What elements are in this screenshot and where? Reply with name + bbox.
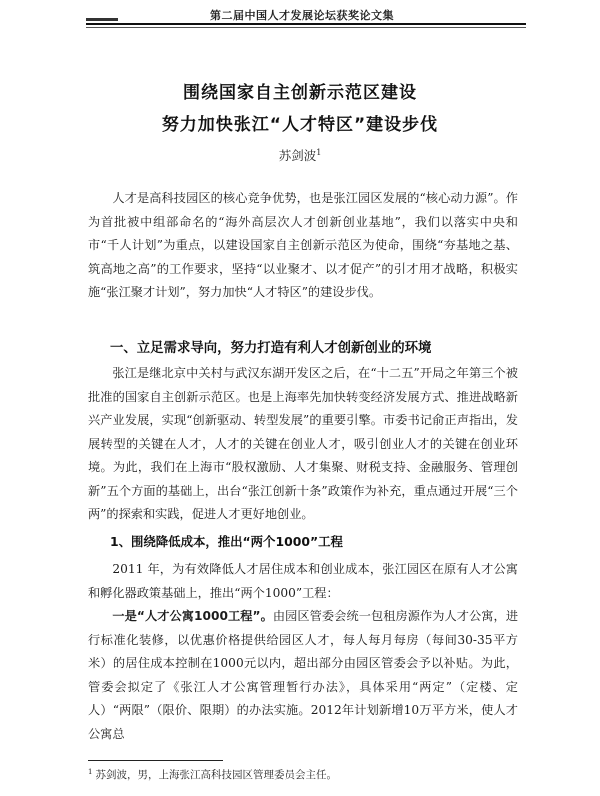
- running-header: 第二届中国人才发展论坛获奖论文集: [210, 9, 394, 22]
- subsection-paragraph: 2011 年，为有效降低人才居住成本和创业成本，张江园区在原有人才公寓和孵化器政策基础上，推出“两个1000”工程：: [88, 562, 518, 600]
- header-mark: [86, 18, 118, 21]
- header-rule: [86, 23, 526, 25]
- footnote-mark: 1: [88, 767, 93, 776]
- item-lead: 一是“人才公寓1000工程”。: [112, 609, 273, 623]
- section-heading: 一、立足需求导向，努力打造有利人才创新创业的环境: [110, 341, 432, 356]
- item-body: 由园区管委会统一包租房源作为人才公寓，进行标准化装修，以优惠价格提供给园区人才，每人每月每房（每间30-35平方米）的居住成本控制在1000元以内，超出部分由园区管委会予以补贴。为此，管委会拟定了《张江人才公寓管理暂行办法》，具体采用“两定”（定楼、定人）“两限”（限价、限期）的办法实施。2012年计划新增10万平方米，使人才公寓总: [88, 609, 519, 741]
- title-line-2: 努力加快张江“人才特区”建设步伐: [161, 115, 439, 135]
- author-name: 苏剑波: [278, 148, 317, 163]
- author-footnote-mark: 1: [316, 147, 322, 157]
- footnote-text: 苏剑波，男，上海张江高科技园区管理委员会主任。: [95, 769, 337, 781]
- header-rule-thin: [86, 27, 526, 28]
- intro-paragraph: 人才是高科技园区的核心竞争优势，也是张江园区发展的“核心动力源”。作为首批被中组部命名的“海外高层次人才创新创业基地”，我们以落实中央和市“千人计划”为重点，以建设国家自主创新示范区为使命，围绕“夯基地之基、筑高地之高”的工作要求，坚持“以业聚才、以才促产”的引才用才战略，积极实施“张江聚才计划”，努力加快“人才特区”的建设步伐。: [88, 191, 518, 299]
- subsection-heading: 1、围绕降低成本，推出“两个1000”工程: [110, 534, 343, 549]
- section-paragraph: 张江是继北京中关村与武汉东湖开发区之后，在“十二五”开局之年第三个被批准的国家自主创新示范区。也是上海率先加快转变经济发展方式、推进战略新兴产业发展，实现“创新驱动、转型发展”的重要引擎。市委书记俞正声指出，发展转型的关键在人才，人才的关键在创业人才，吸引创业人才的关键在创业环境。为此，我们在上海市“股权激励、人才集聚、财税支持、金融服务、管理创新”五个方面的基础上，出台“张江创新十条”政策作为补充，重点通过开展“三个两”的探索和实践，促进人才更好地创业。: [88, 366, 518, 521]
- title-line-1: 围绕国家自主创新示范区建设: [183, 83, 417, 103]
- item-paragraph: [88, 605, 518, 746]
- author: [0, 146, 600, 164]
- footnote-rule: [88, 760, 223, 761]
- footnote: [88, 767, 337, 782]
